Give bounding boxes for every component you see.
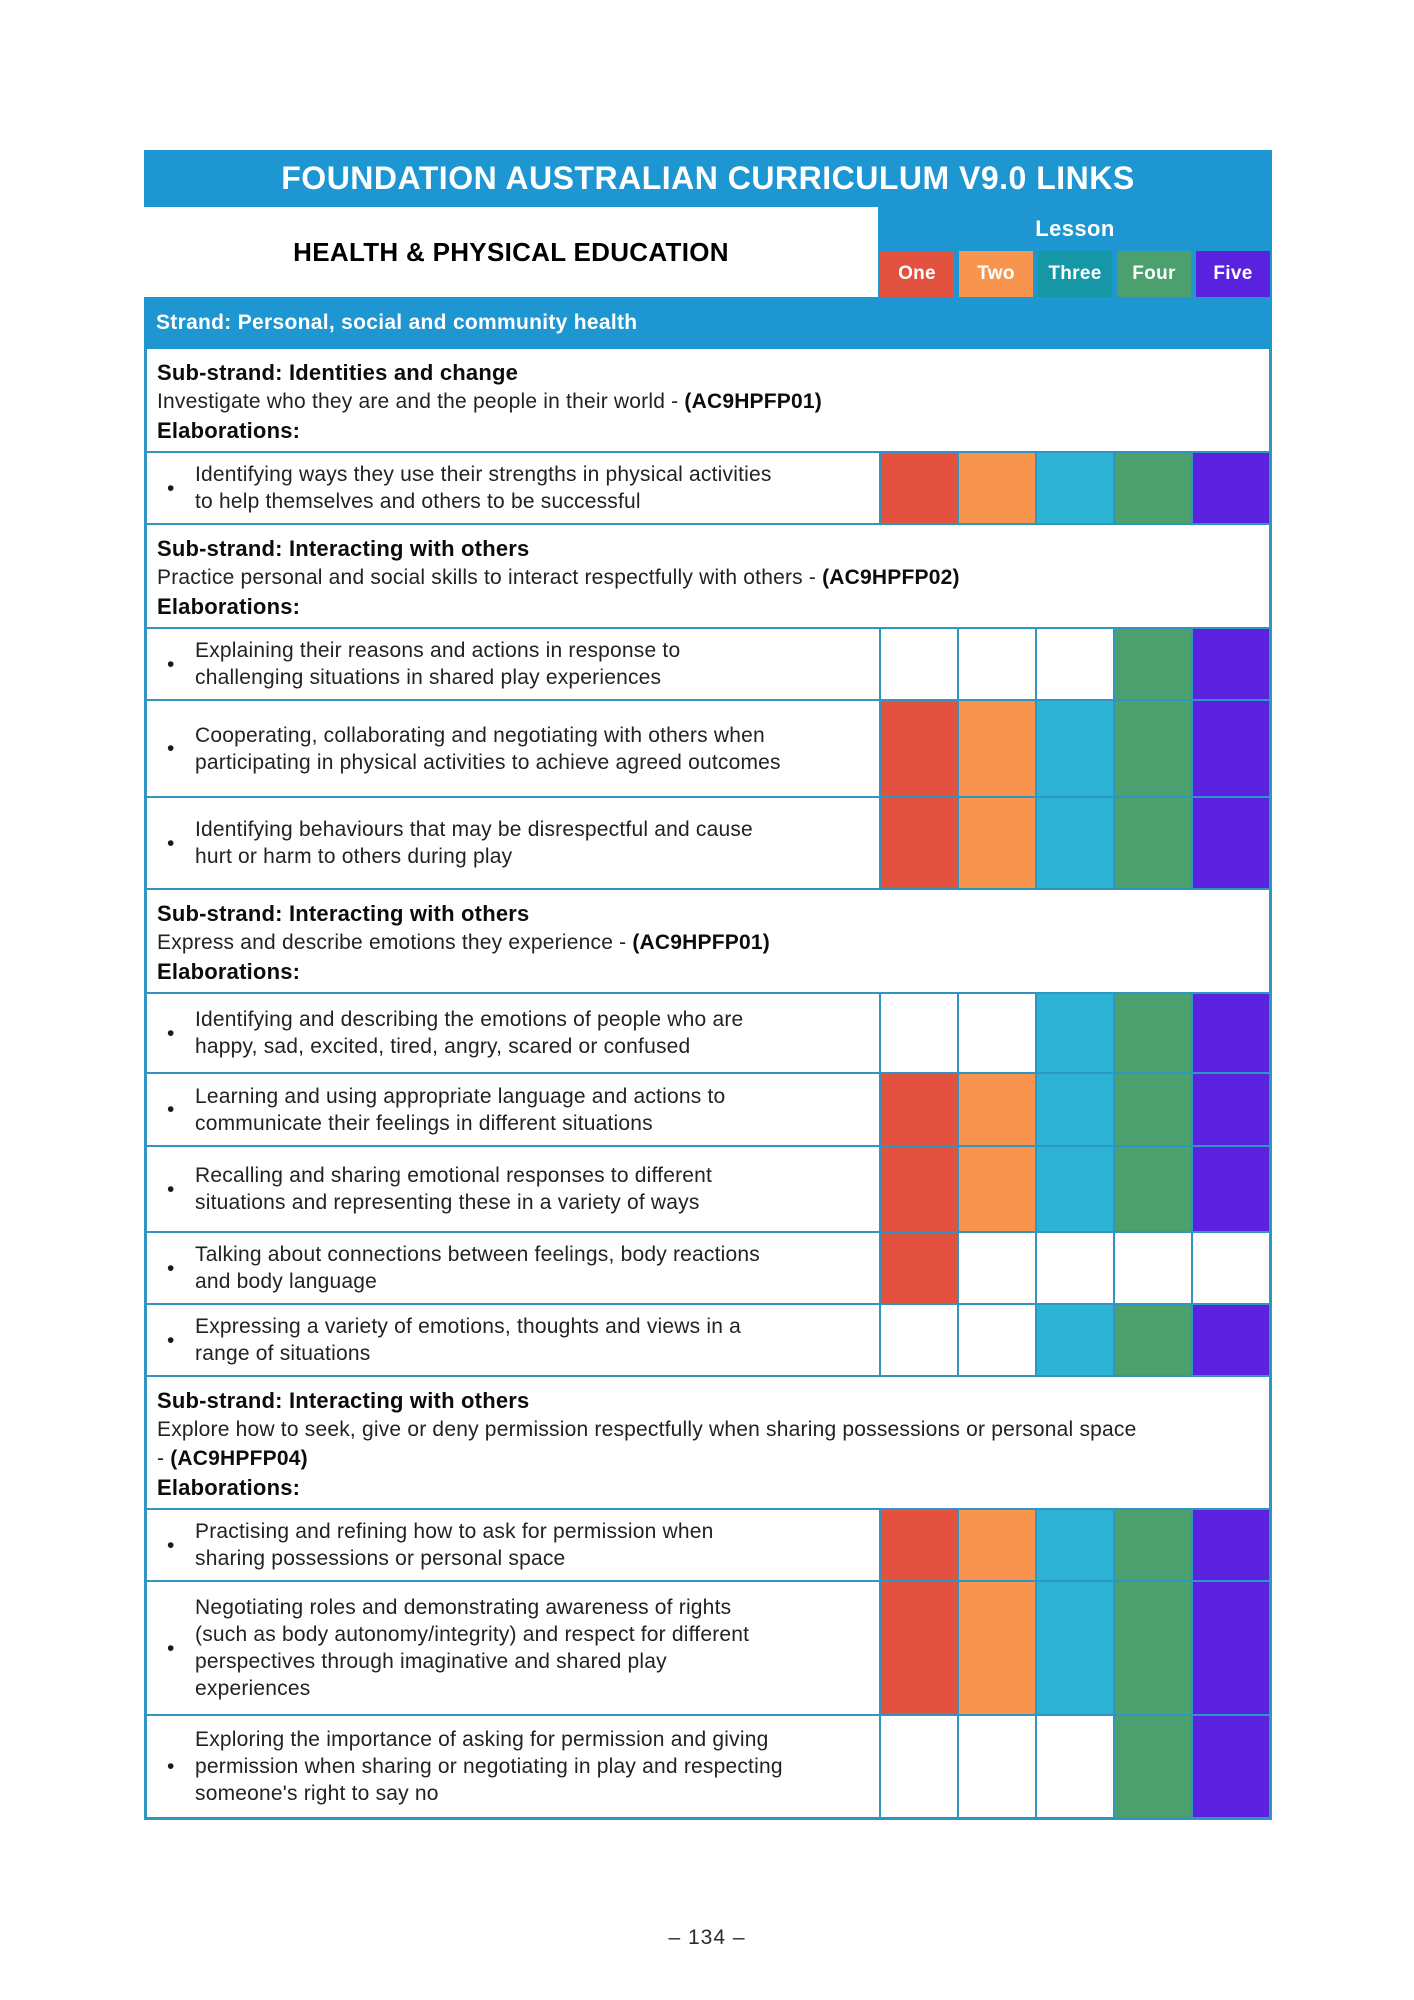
elaboration-text: Learning and using appropriate language and actions to communicate their feelings in different situations: [195, 1084, 726, 1135]
lesson-header-cell-two: Two: [959, 251, 1033, 297]
curriculum-code: (AC9HPFP02): [822, 566, 960, 589]
substrand-description: Practice personal and social skills to interact respectfully with others - (AC9HPFP02): [157, 566, 960, 589]
table-body: [144, 349, 1272, 1820]
bullet-icon: •: [167, 1636, 175, 1660]
strand-bar: [144, 297, 1272, 349]
bullet-icon: •: [167, 737, 175, 760]
bullet-icon: •: [167, 1177, 175, 1201]
banner-title: FOUNDATION AUSTRALIAN CURRICULUM V9.0 LINKS: [281, 160, 1135, 196]
lesson-mark-cells: [881, 1074, 1269, 1145]
page-number: – 134 –: [668, 1926, 746, 1949]
lesson-mark-filled: [1113, 701, 1191, 796]
curriculum-table: [144, 150, 1272, 1820]
elaboration-text-cell: [147, 701, 881, 796]
lesson-mark-filled: [1113, 629, 1191, 699]
bullet-icon: •: [167, 1021, 175, 1045]
lesson-mark-cells: [881, 1510, 1269, 1580]
lesson-mark-cells: [881, 1233, 1269, 1303]
curriculum-code: (AC9HPFP01): [684, 390, 822, 413]
lesson-mark-filled: [1191, 701, 1269, 796]
lesson-mark-cells: [881, 994, 1269, 1072]
elaboration-text-cell: [147, 1510, 881, 1580]
elaboration-text-cell: [147, 1716, 881, 1817]
lesson-mark-filled: [1113, 1147, 1191, 1231]
lesson-mark-cells: [881, 1582, 1269, 1714]
lesson-header-cell-one: One: [880, 251, 954, 297]
lesson-mark-filled: [1113, 1716, 1191, 1817]
subject-cell: [144, 207, 878, 297]
lesson-mark-filled: [1191, 994, 1269, 1072]
elaboration-row: [147, 1145, 1269, 1231]
lesson-mark-filled: [881, 1582, 957, 1714]
lesson-mark-filled: [1035, 1582, 1113, 1714]
elaboration-text-cell: [147, 1582, 881, 1714]
lesson-mark-filled: [1035, 1147, 1113, 1231]
subject-title: HEALTH & PHYSICAL EDUCATION: [293, 236, 729, 267]
elaboration-row: [147, 699, 1269, 796]
elaborations-label: Elaborations:: [157, 1475, 301, 1500]
lesson-mark-empty: [881, 994, 957, 1072]
lesson-mark-filled: [881, 1147, 957, 1231]
lesson-mark-empty: [1035, 629, 1113, 699]
elaborations-label: Elaborations:: [157, 959, 301, 984]
lesson-mark-cells: [881, 1147, 1269, 1231]
elaboration-row: [147, 1714, 1269, 1817]
lesson-mark-filled: [1191, 798, 1269, 888]
bullet-icon: •: [167, 831, 175, 855]
lesson-mark-empty: [881, 629, 957, 699]
lesson-mark-filled: [881, 453, 957, 523]
lesson-mark-cells: [881, 701, 1269, 796]
lesson-mark-filled: [1191, 1510, 1269, 1580]
elaboration-text-cell: [147, 994, 881, 1072]
elaboration-row: [147, 1072, 1269, 1145]
lesson-mark-filled: [1035, 1510, 1113, 1580]
elaboration-text: Exploring the importance of asking for permission and giving permission when sharing or negotiating in play and respecting someone's right to say no: [195, 1728, 783, 1805]
lesson-mark-filled: [1191, 1147, 1269, 1231]
lesson-label: Lesson: [1035, 216, 1115, 241]
bullet-icon: •: [167, 1256, 175, 1280]
elaboration-text: Negotiating roles and demonstrating awareness of rights (such as body autonomy/integrity) and respect for different perspectives through imaginative and shared play experiences: [195, 1596, 750, 1700]
lesson-mark-empty: [957, 994, 1035, 1072]
elaboration-row: [147, 627, 1269, 699]
lesson-mark-empty: [1035, 1233, 1113, 1303]
bullet-icon: •: [167, 1098, 175, 1121]
lesson-mark-filled: [1035, 1074, 1113, 1145]
curriculum-code: (AC9HPFP04): [170, 1447, 308, 1470]
lesson-header-cell-four: Four: [1117, 251, 1191, 297]
elaboration-text-cell: [147, 1233, 881, 1303]
elaboration-text: Identifying ways they use their strengths in physical activities to help themselves and others to be successful: [195, 463, 772, 513]
substrand-description: Explore how to seek, give or deny permission respectfully when sharing possessions or personal space - (AC9HPFP04): [157, 1418, 1137, 1470]
lesson-mark-filled: [1035, 453, 1113, 523]
lesson-mark-empty: [957, 1305, 1035, 1375]
elaboration-text: Practising and refining how to ask for permission when sharing possessions or personal space: [195, 1520, 714, 1570]
substrand-description: Express and describe emotions they experience - (AC9HPFP01): [157, 931, 770, 954]
elaboration-text-cell: [147, 1305, 881, 1375]
bullet-icon: •: [167, 1328, 175, 1352]
strand-label: Strand: Personal, social and community health: [156, 311, 638, 334]
substrand-description: Investigate who they are and the people in their world - (AC9HPFP01): [157, 390, 822, 413]
elaboration-text-cell: [147, 798, 881, 888]
lesson-mark-filled: [1113, 798, 1191, 888]
elaboration-row: [147, 796, 1269, 888]
lesson-header: [878, 207, 1272, 297]
elaboration-row: [147, 451, 1269, 523]
lesson-mark-filled: [1191, 453, 1269, 523]
lesson-mark-filled: [1035, 1305, 1113, 1375]
bullet-icon: •: [167, 476, 175, 500]
lesson-mark-filled: [881, 1233, 957, 1303]
elaboration-text: Cooperating, collaborating and negotiating with others when participating in physical activities to achieve agreed outcomes: [195, 723, 781, 774]
lesson-mark-filled: [881, 701, 957, 796]
elaborations-label: Elaborations:: [157, 594, 301, 619]
lesson-header-cell-three: Three: [1038, 251, 1112, 297]
elaboration-row: [147, 1508, 1269, 1580]
lesson-mark-cells: [881, 1716, 1269, 1817]
lesson-mark-filled: [957, 1147, 1035, 1231]
elaboration-row: [147, 1231, 1269, 1303]
elaboration-text: Expressing a variety of emotions, thoughts and views in a range of situations: [195, 1315, 742, 1365]
lesson-mark-filled: [1035, 701, 1113, 796]
lesson-mark-filled: [881, 1510, 957, 1580]
lesson-mark-filled: [1191, 1074, 1269, 1145]
lesson-mark-filled: [1113, 453, 1191, 523]
elaborations-label: Elaborations:: [157, 418, 301, 443]
substrand-title: Sub-strand: Interacting with others: [157, 1388, 530, 1413]
lesson-mark-cells: [881, 453, 1269, 523]
bullet-icon: •: [167, 1533, 175, 1557]
lesson-mark-filled: [1035, 798, 1113, 888]
lesson-mark-filled: [1191, 1305, 1269, 1375]
lesson-mark-cells: [881, 1305, 1269, 1375]
lesson-mark-filled: [1113, 1074, 1191, 1145]
lesson-mark-cells: [881, 629, 1269, 699]
lesson-mark-empty: [957, 629, 1035, 699]
lesson-mark-empty: [881, 1305, 957, 1375]
substrand-title: Sub-strand: Interacting with others: [157, 901, 530, 926]
lesson-mark-filled: [957, 453, 1035, 523]
lesson-mark-empty: [1191, 1233, 1269, 1303]
lesson-mark-filled: [881, 1074, 957, 1145]
elaboration-text: Explaining their reasons and actions in response to challenging situations in shared play experiences: [195, 639, 681, 689]
lesson-mark-filled: [1191, 1716, 1269, 1817]
lesson-mark-filled: [1191, 1582, 1269, 1714]
bullet-icon: •: [167, 652, 175, 676]
lesson-mark-filled: [1113, 1582, 1191, 1714]
elaboration-text-cell: [147, 453, 881, 523]
lesson-mark-empty: [1035, 1716, 1113, 1817]
elaboration-row: [147, 1580, 1269, 1714]
lesson-mark-cells: [881, 798, 1269, 888]
lesson-mark-empty: [957, 1233, 1035, 1303]
lesson-columns: [878, 251, 1272, 297]
lesson-mark-filled: [1191, 629, 1269, 699]
lesson-header-cell-five: Five: [1196, 251, 1270, 297]
substrand-title: Sub-strand: Interacting with others: [157, 536, 530, 561]
substrand-section: [147, 1375, 1269, 1508]
lesson-mark-filled: [957, 1510, 1035, 1580]
lesson-mark-empty: [957, 1716, 1035, 1817]
elaboration-text-cell: [147, 1074, 881, 1145]
lesson-mark-filled: [881, 798, 957, 888]
lesson-mark-filled: [957, 798, 1035, 888]
elaboration-text-cell: [147, 1147, 881, 1231]
substrand-section: [147, 523, 1269, 627]
lesson-mark-filled: [1113, 1510, 1191, 1580]
curriculum-code: (AC9HPFP01): [632, 931, 770, 954]
elaboration-row: [147, 1303, 1269, 1375]
lesson-mark-empty: [881, 1716, 957, 1817]
substrand-title: Sub-strand: Identities and change: [157, 360, 519, 385]
elaboration-text-cell: [147, 629, 881, 699]
elaboration-text: Recalling and sharing emotional responses to different situations and representing these in a variety of ways: [195, 1164, 713, 1214]
elaboration-text: Identifying and describing the emotions of people who are happy, sad, excited, tired, angry, scared or confused: [195, 1008, 744, 1058]
substrand-section: [147, 349, 1269, 451]
lesson-mark-empty: [1113, 1233, 1191, 1303]
table-header: [144, 207, 1272, 297]
substrand-section: [147, 888, 1269, 992]
lesson-mark-filled: [957, 1582, 1035, 1714]
elaboration-text: Talking about connections between feelings, body reactions and body language: [195, 1243, 760, 1293]
bullet-icon: •: [167, 1755, 175, 1778]
elaboration-row: [147, 992, 1269, 1072]
lesson-mark-filled: [1113, 1305, 1191, 1375]
elaboration-text: Identifying behaviours that may be disrespectful and cause hurt or harm to others during play: [195, 818, 753, 868]
lesson-mark-filled: [1035, 994, 1113, 1072]
banner: [144, 150, 1272, 207]
lesson-mark-filled: [957, 701, 1035, 796]
lesson-mark-filled: [1113, 994, 1191, 1072]
lesson-mark-filled: [957, 1074, 1035, 1145]
